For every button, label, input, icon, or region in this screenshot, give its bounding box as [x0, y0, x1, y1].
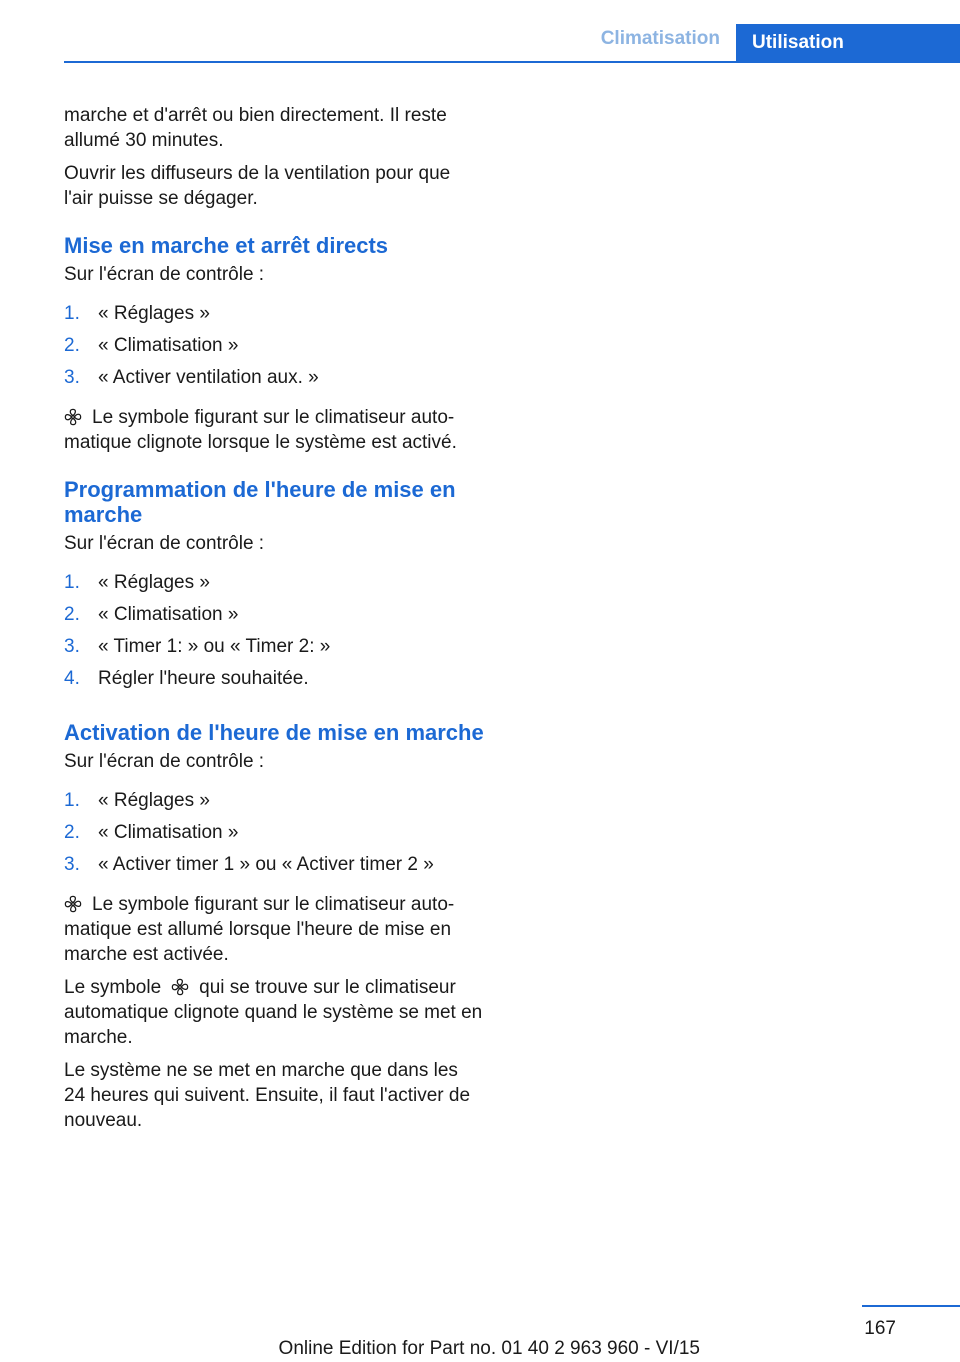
step-number: 1.: [64, 790, 80, 811]
closing-paragraph: Le système ne se met en marche que dans les 24 heures qui suivent. Ensuite, il faut l'activer de nouveau.: [64, 1060, 471, 1131]
main-column: [64, 103, 484, 1141]
list-item: [64, 365, 484, 397]
steps-list-3: [64, 788, 484, 884]
step-number: 2.: [64, 604, 80, 625]
note-text: Le symbole figurant sur le climatiseur automatique clignote lorsque le système est activé.: [64, 407, 457, 453]
heading-direct-switch: Mise en marche et arrêt directs: [64, 233, 389, 258]
fan-note-1: [64, 405, 484, 455]
list-item: [64, 788, 484, 820]
list-item: [64, 634, 484, 666]
list-item: [64, 570, 484, 602]
intro-paragraph-2: Ouvrir les diffuseurs de la ventilation pour que l'air puisse se dégager.: [64, 163, 451, 209]
step-number: 3.: [64, 636, 80, 657]
step-text: Régler l'heure souhaitée.: [98, 668, 309, 689]
lead-text: Sur l'écran de contrôle :: [64, 264, 265, 285]
heading-programming: Programmation de l'heure de mise en marche: [64, 477, 456, 527]
step-number: 2.: [64, 822, 80, 843]
step-number: 3.: [64, 854, 80, 875]
step-text: « Réglages »: [98, 303, 210, 324]
step-text: « Timer 1: » ou « Timer 2: »: [98, 636, 331, 657]
note-text: Le symbole figurant sur le climatiseur automatique est allumé lorsque l'heure de mise en marche est activée.: [64, 894, 455, 965]
tab-climatisation[interactable]: Climatisation: [600, 28, 720, 49]
step-text: « Climatisation »: [98, 604, 239, 625]
list-item: [64, 333, 484, 365]
page-number: 167: [864, 1318, 896, 1339]
footer-rule: [862, 1305, 960, 1307]
steps-list-1: [64, 301, 484, 397]
lead-text: Sur l'écran de contrôle :: [64, 751, 265, 772]
list-item: [64, 820, 484, 852]
step-number: 1.: [64, 572, 80, 593]
fan-icon: [171, 978, 189, 996]
fan-note-2: [64, 892, 484, 967]
step-number: 3.: [64, 367, 80, 388]
edition-footer: Online Edition for Part no. 01 40 2 963 960 - VI/15: [278, 1338, 700, 1359]
list-item: [64, 301, 484, 333]
steps-list-2: [64, 570, 484, 698]
heading-activation: Activation de l'heure de mise en marche: [64, 720, 484, 745]
symbol-paragraph: [64, 975, 484, 1050]
lead-text: Sur l'écran de contrôle :: [64, 533, 265, 554]
fan-icon: [64, 895, 82, 913]
fan-icon: [64, 408, 82, 426]
step-text: « Climatisation »: [98, 822, 239, 843]
tab-utilisation[interactable]: Utilisation: [736, 24, 960, 62]
list-item: [64, 852, 484, 884]
step-number: 1.: [64, 303, 80, 324]
symbol-text-before: Le symbole: [64, 977, 162, 998]
step-number: 2.: [64, 335, 80, 356]
step-text: « Réglages »: [98, 790, 210, 811]
step-text: « Réglages »: [98, 572, 210, 593]
list-item: [64, 602, 484, 634]
symbol-text-after: qui se trouve sur le climatiseur automatique clignote quand le système se met en marche.: [64, 977, 483, 1048]
list-item: [64, 666, 484, 698]
step-text: « Activer timer 1 » ou « Activer timer 2 »: [98, 854, 434, 875]
step-number: 4.: [64, 668, 80, 689]
step-text: « Climatisation »: [98, 335, 239, 356]
step-text: « Activer ventilation aux. »: [98, 367, 319, 388]
intro-paragraph: marche et d'arrêt ou bien directement. Il reste allumé 30 minutes.: [64, 105, 447, 151]
